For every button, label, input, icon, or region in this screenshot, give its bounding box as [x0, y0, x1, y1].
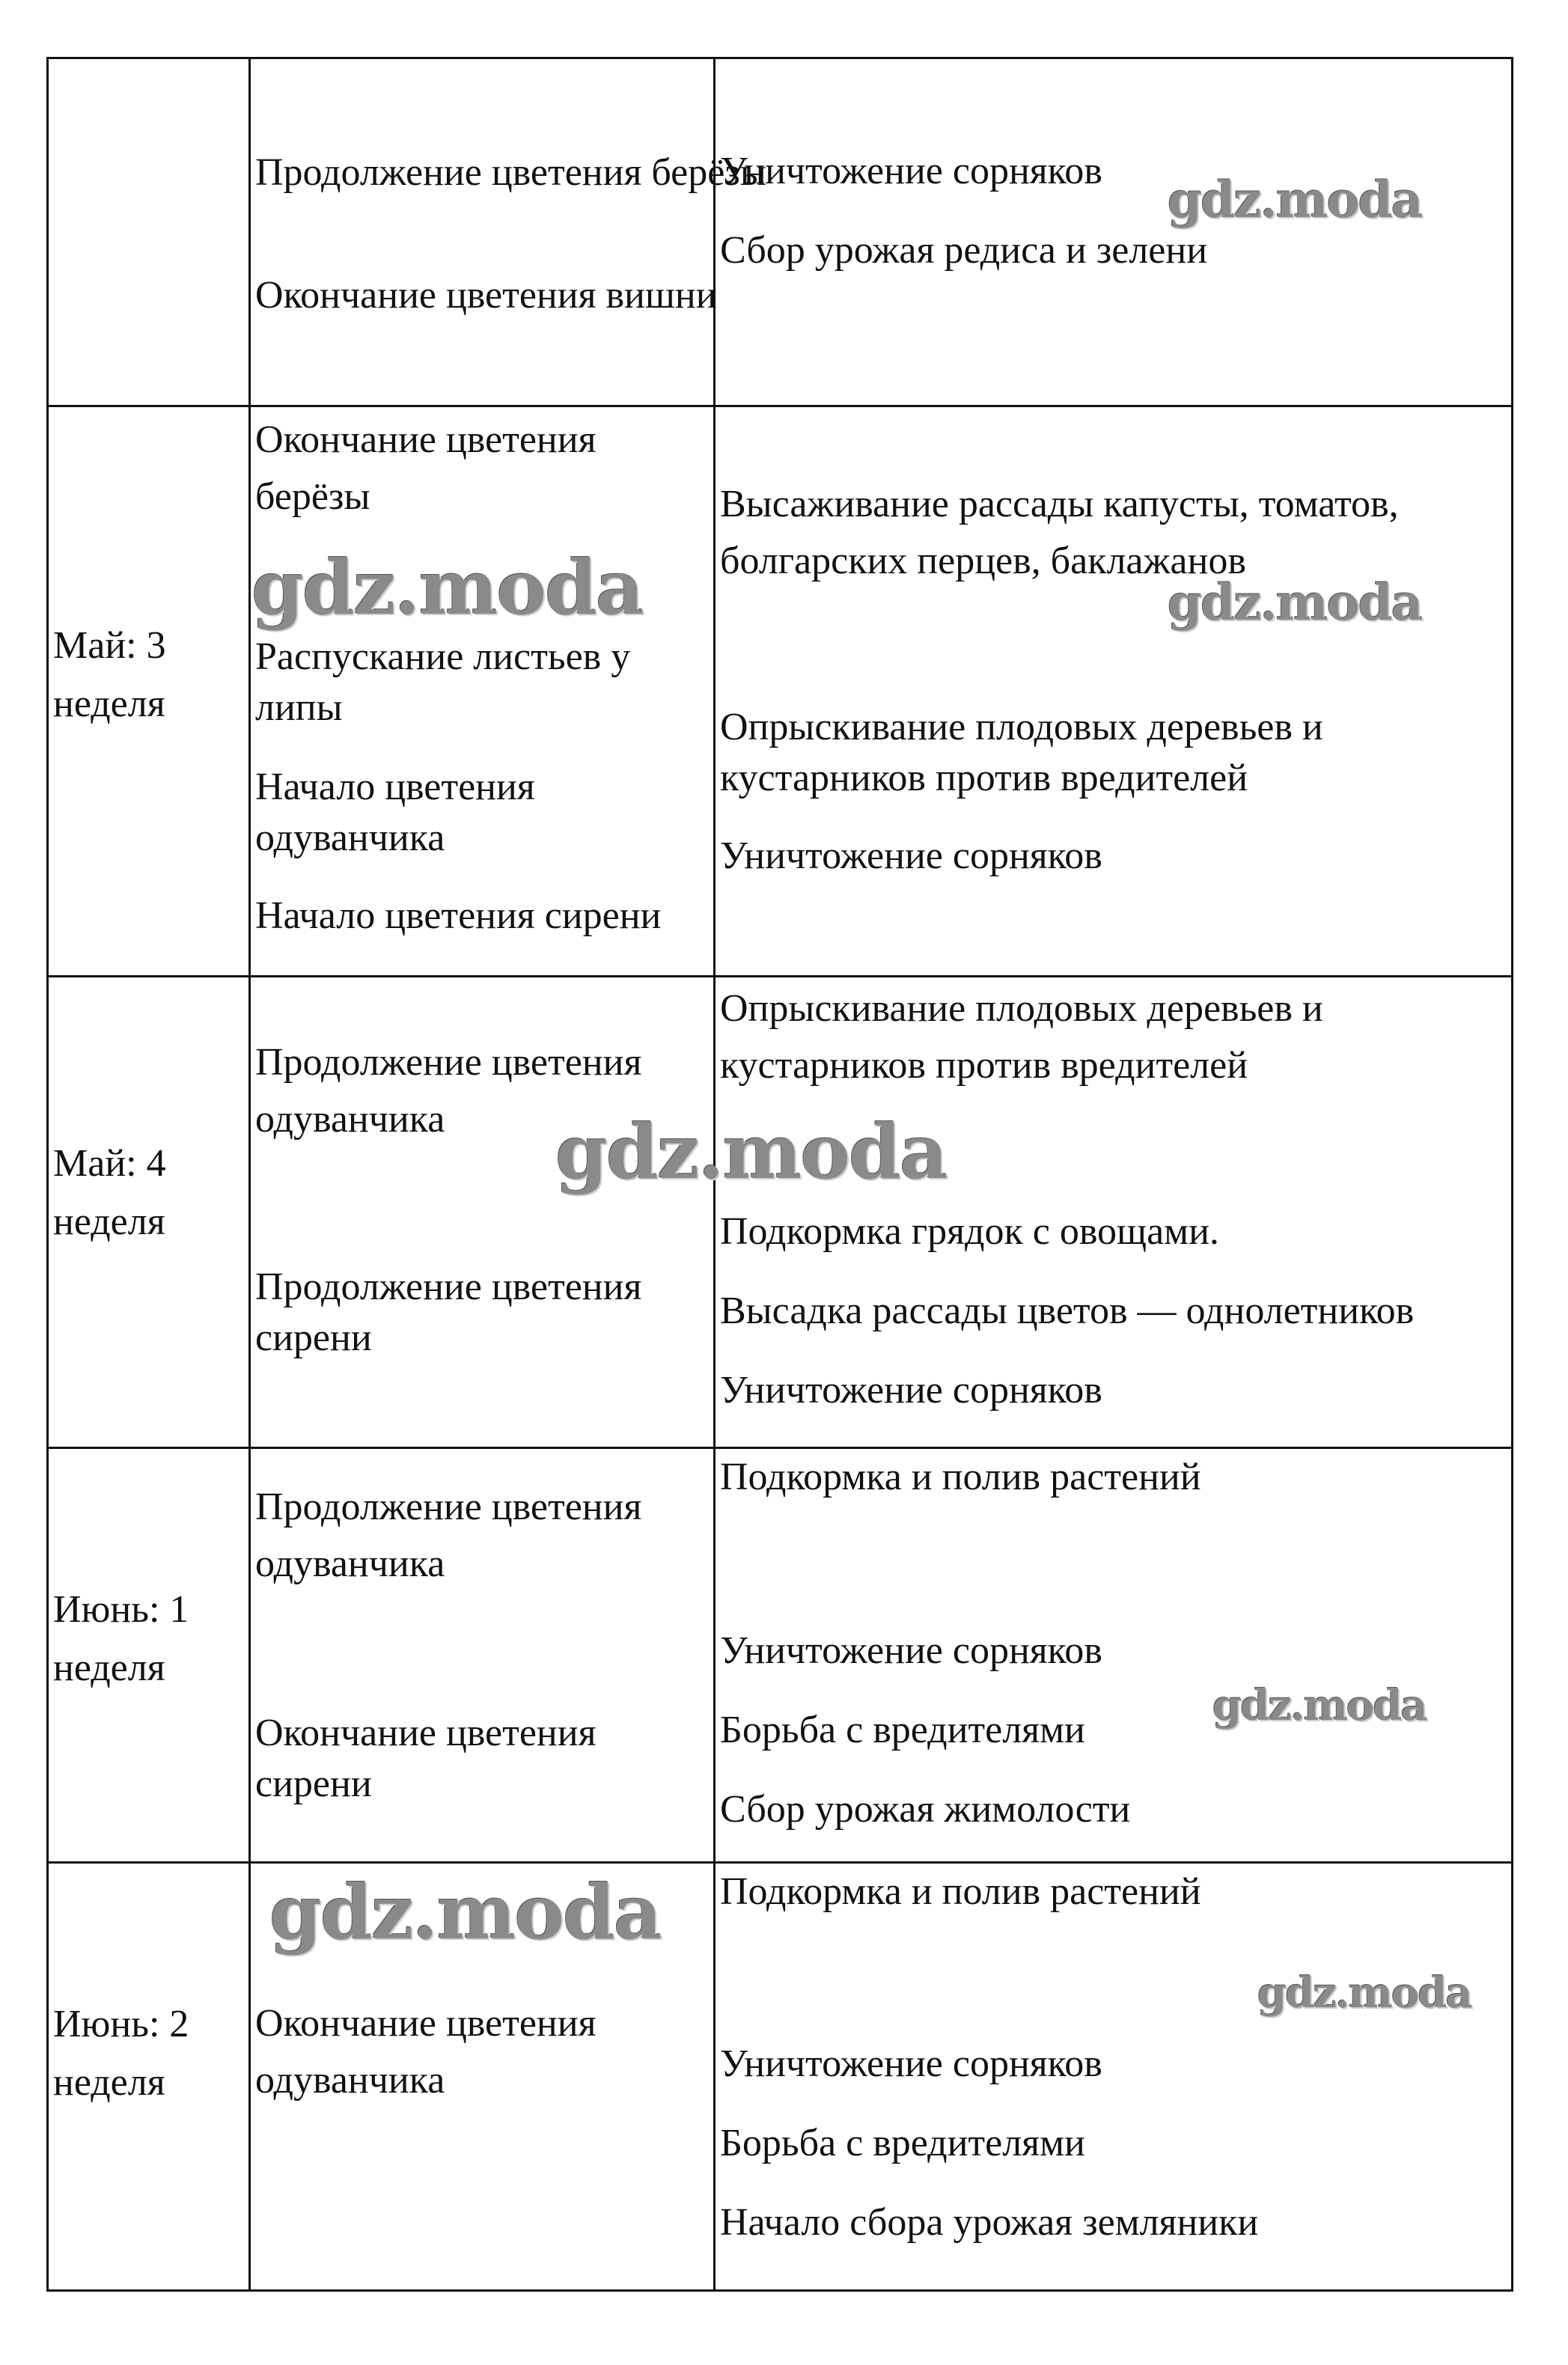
phenology-item: Окончание цветения сирени [255, 1712, 597, 1805]
watermark: gdz.moda [269, 1868, 661, 1956]
phenology-item: Продолжение цветения сирени [255, 1266, 642, 1359]
work-cell [716, 1864, 1513, 2289]
work-item: Борьба с вредителями [720, 2122, 1085, 2164]
phenology-item: Распускание листьев у липы [255, 635, 631, 729]
work-cell [716, 407, 1513, 975]
phenology-cell [251, 977, 713, 1447]
work-item: Борьба с вредителями [720, 1709, 1085, 1751]
work-item: Опрыскивание плодовых деревьев и кустарников против вредителей [720, 706, 1323, 799]
table-row [49, 59, 1511, 405]
work-item: Высадка рассады цветов — однолетников [720, 1290, 1415, 1332]
week-label: Май: 4 неделя [53, 1142, 166, 1243]
phenology-cell [251, 1449, 713, 1861]
work-item: Высаживание рассады капусты, томатов, болгарских перцев, баклажанов [720, 483, 1399, 582]
work-cell [716, 59, 1513, 405]
week-cell [49, 1864, 248, 2289]
table-row [49, 1861, 1511, 2289]
phenology-item: Начало цветения одуванчика [255, 766, 535, 859]
work-item: Уничтожение сорняков [720, 150, 1102, 192]
week-cell [49, 59, 248, 405]
week-cell [49, 1449, 248, 1861]
table-row [49, 975, 1511, 1447]
phenology-item: Окончание цветения берёзы [255, 418, 597, 518]
week-cell [49, 407, 248, 975]
work-item: Уничтожение сорняков [720, 834, 1102, 877]
week-label: Июнь: 1 неделя [53, 1588, 189, 1689]
table-row [49, 405, 1511, 975]
phenology-item: Продолжение цветения одуванчика [255, 1041, 642, 1141]
phenology-item: Продолжение цветения одуванчика [255, 1486, 642, 1585]
work-item: Уничтожение сорняков [720, 1369, 1102, 1412]
phenology-item: Окончание цветения вишни [255, 274, 717, 317]
watermark: gdz.moda [1257, 1968, 1471, 2018]
watermark: gdz.moda [1168, 573, 1422, 632]
phenology-cell [251, 407, 713, 975]
work-item: Подкормка и полив растений [720, 1870, 1201, 1913]
work-item: Сбор урожая жимолости [720, 1788, 1131, 1831]
work-cell [716, 1449, 1513, 1861]
work-item: Уничтожение сорняков [720, 1629, 1102, 1672]
week-label: Май: 3 неделя [53, 624, 166, 725]
watermark: gdz.moda [1168, 171, 1422, 229]
phenology-item: Начало цветения сирени [255, 894, 662, 937]
watermark: gdz.moda [1212, 1681, 1427, 1730]
work-item: Уничтожение сорняков [720, 2042, 1102, 2085]
work-item: Опрыскивание плодовых деревьев и кустарников против вредителей [720, 987, 1323, 1087]
phenology-cell [251, 59, 766, 405]
phenology-item: Продолжение цветения берёзы [255, 151, 766, 194]
week-cell [49, 977, 248, 1447]
work-item: Подкормка грядок с овощами. [720, 1210, 1219, 1253]
work-item: Начало сбора урожая земляники [720, 2201, 1259, 2244]
work-cell [716, 977, 1513, 1447]
work-item: Подкормка и полив растений [720, 1456, 1201, 1498]
watermark: gdz.moda [555, 1108, 947, 1196]
table-row [49, 1447, 1511, 1861]
work-item: Сбор урожая редиса и зелени [720, 229, 1208, 272]
week-label: Июнь: 2 неделя [53, 2003, 189, 2104]
watermark: gdz.moda [251, 543, 643, 632]
phenology-item: Окончание цветения одуванчика [255, 2002, 597, 2102]
